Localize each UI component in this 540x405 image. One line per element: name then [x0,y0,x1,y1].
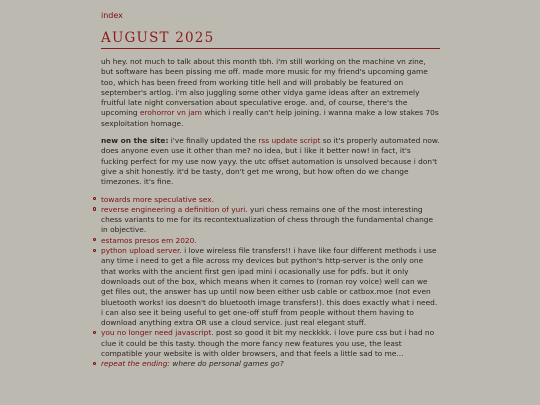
intro-paragraph [101,57,440,129]
bullet-icon [93,238,96,241]
list-item [101,359,440,369]
erohorror-jam-link[interactable]: erohorror vn jam [139,108,202,118]
site-update-text-start: i've finally updated the [168,136,259,146]
list-item-link[interactable]: python upload server. [101,246,182,256]
list-item-text: post so good it bit my neckkkk. i love pure css but i had no clue it could be this tasty. though the more fancy new features you use, the least compatible your website is with older browsers, and that feels a little sad to me... [101,328,435,359]
new-on-site-label: new on the site: [101,136,169,146]
list-item-link[interactable]: estamos presos em 2020. [101,235,197,245]
list-item-text: yuri chess remains one of the most interesting chess variants to me for its recontextualization of chess through the fundamental change in objective. [101,204,434,235]
list-item-link[interactable]: you no longer need javascript. [101,328,214,338]
list-item-text: where do personal games go? [169,359,284,369]
list-item [101,246,440,328]
list-item [101,328,440,359]
site-update-paragraph [101,136,440,187]
intro-text-start: uh hey. not much to talk about this month tbh. i'm still working on the machine vn zine, but software has been pissing me off. made more music for my friend's upcoming game too, which has been freed from working title hell and will probably be featured on september's artlog. i'm also juggling some other vidya game ideas after an extremely fruitful late night conversation about speculative eroge. and, of course, there's the upcoming [101,57,428,118]
intro-text-end: which i really can't help joining. i wanna make a low stakes 70s sexploitation homage. [101,108,439,128]
list-item-link[interactable]: repeat the ending: [101,359,170,369]
list-item-link[interactable]: reverse engineering a definition of yuri. [101,204,248,214]
bullet-icon [93,331,96,334]
page-title: AUGUST 2025 [101,29,440,49]
bullet-icon [93,197,96,200]
bullet-icon [93,207,96,210]
page-content [101,10,440,370]
index-link[interactable]: index [101,11,123,20]
bullet-icon [93,362,96,365]
rss-script-link[interactable]: rss update script [258,136,321,146]
list-item-text: i love wireless file transfers!! i have like four different methods i use any time i need to get a file across my devices but python's http-server is the only one that works with the ancient first gen ipad mini i ocasionally use for pdfs. but it only downloads out of the box, which means when it comes to (roman roy voice) well can we get files out, the answer has up until now been either usb cable or catbox.moe (not even bluetooth works! ios doesn't do bluetooth image transfers!). this does exactly what i need. i can also see it being useful to get one-off stuff from people without them having to download anything extra OR use a cloud service. just real elegant stuff. [101,246,438,328]
link-list [101,195,440,370]
list-item-link[interactable]: towards more speculative sex. [101,194,214,204]
list-item [101,205,440,236]
list-item [101,236,440,246]
site-update-text-end: so it's properly automated now. does anyone even use it other than me? no idea, but i like it better now! in fact, it's fucking perfect for my use now yayy. the utc offset automation is unsolved because i don't give a shit honestly. it'd be tasty, don't get me wrong, but how often do we change timezones. it's fine. [101,136,440,187]
list-item [101,195,440,205]
bullet-icon [93,249,96,252]
